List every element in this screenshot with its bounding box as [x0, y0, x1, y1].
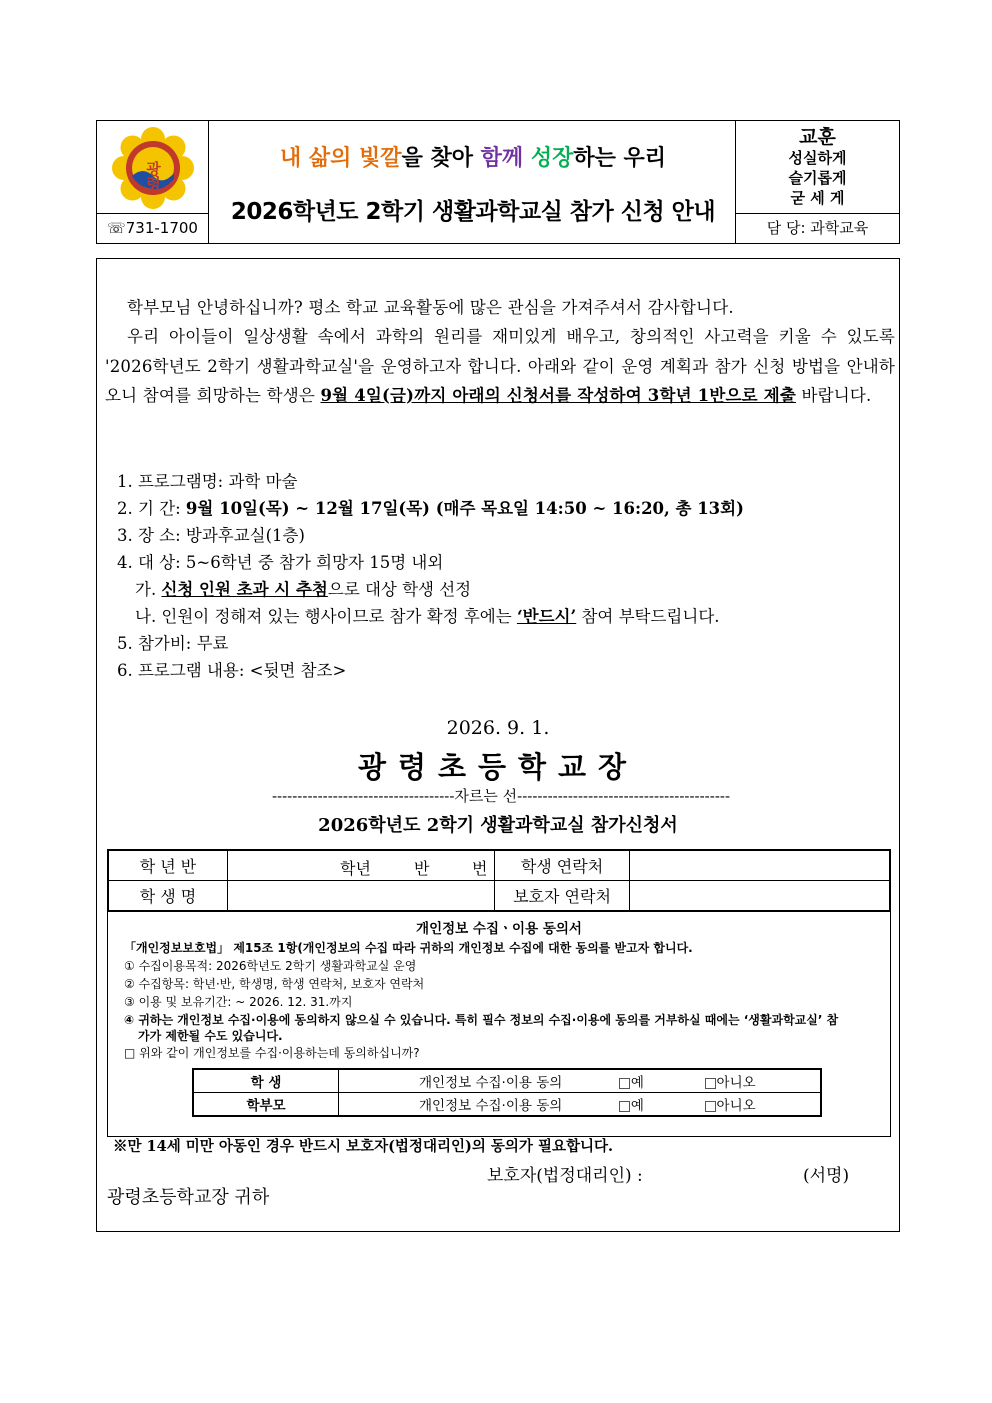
- note-a-suffix: 으로 대상 학생 선정: [327, 580, 472, 599]
- motto-heading: 교훈: [799, 126, 836, 148]
- consent-item: ② 수집항목: 학년·반, 학생명, 학생 연락처, 보호자 연락처: [124, 977, 425, 991]
- slogan-part: 하는 우리: [573, 146, 667, 171]
- motto-line: 슬기롭게: [788, 169, 847, 187]
- emblem-text: 광령: [144, 161, 162, 191]
- consent-item-cont: 가가 제한될 수도 있습니다.: [138, 1029, 283, 1043]
- agree-yes-label: 예: [630, 1075, 644, 1091]
- consent-item: ③ 이용 및 보유기간: ~ 2026. 12. 31.까지: [124, 995, 353, 1009]
- phone-number: ☏731-1700: [97, 213, 209, 243]
- school-motto: [735, 121, 899, 213]
- checkbox-icon: [619, 1078, 630, 1089]
- program-content: 6. 프로그램 내용: <뒷면 참조>: [117, 661, 347, 680]
- consent-title: 개인정보 수집ㆍ이용 동의서: [416, 921, 582, 937]
- program-note-a: [135, 576, 471, 603]
- agreement-item-label: 개인정보 수집·이용 동의: [419, 1075, 563, 1091]
- manager-info: 담 당: 과학교육: [735, 213, 899, 243]
- slogan-part: [523, 146, 531, 171]
- school-emblem-icon: [97, 121, 209, 213]
- note-a-emphasis: 신청 인원 초과 시 추첨: [161, 580, 328, 599]
- program-fee: 5. 참가비: 무료: [117, 634, 229, 653]
- document-header: [96, 120, 900, 244]
- agree-no-checkbox[interactable]: [705, 1075, 756, 1091]
- agreement-item: [339, 1069, 822, 1093]
- slogan-part: 성장: [530, 146, 574, 171]
- document-date: 2026. 9. 1.: [446, 717, 550, 739]
- grade-word: 학년: [340, 859, 371, 878]
- intro-text: 우리 아이들이 일상생활 속에서 과학의 원리를 재미있게 배우고, 창의적인 사고력을 키울 수 있도록 '2026학년도 2학기 생활과학교실'을 운영하고자 합니다. 아래와 같이 운영 계획과 참가 신청 방법을 안내하오니 참여를 희망하는 학생은: [105, 327, 895, 405]
- consent-item: ① 수집이용목적: 2026학년도 2학기 생활과학교실 운영: [124, 959, 417, 973]
- form-title: 2026학년도 2학기 생활과학교실 참가신청서: [318, 815, 678, 836]
- agree-yes-checkbox[interactable]: [619, 1075, 644, 1091]
- greeting-paragraph: 학부모님 안녕하십니까? 평소 학교 교육활동에 많은 관심을 가져주셔서 감사합니다.: [127, 298, 734, 317]
- note-b-suffix: 참여 부탁드립니다.: [576, 607, 720, 626]
- motto-line: 성실하게: [788, 149, 847, 167]
- form-table: [108, 850, 890, 911]
- agree-yes-checkbox[interactable]: [619, 1098, 644, 1114]
- program-period: [117, 495, 744, 522]
- agreement-who: 학 생: [193, 1069, 339, 1093]
- program-name: 1. 프로그램명: 과학 마술: [117, 472, 298, 491]
- student-contact-label: 학생 연락처: [495, 851, 630, 881]
- student-contact-field[interactable]: [630, 851, 890, 881]
- slogan-part: 함께: [480, 146, 524, 171]
- grade-class-label: 학 년 반: [109, 851, 228, 881]
- consent-question: □ 위와 같이 개인정보를 수집·이용하는데 동의하십니까?: [124, 1046, 420, 1060]
- student-name-field[interactable]: [228, 881, 495, 911]
- document-title: 2026학년도 2학기 생활과학교실 참가 신청 안내: [230, 199, 716, 225]
- consent-item: ④ 귀하는 개인정보 수집·이용에 동의하지 않으실 수 있습니다. 특히 필수 정보의 수집·이용에 동의를 거부하실 때에는 ‘생활과학교실’ 참: [124, 1013, 839, 1027]
- intro-end: 바랍니다.: [796, 386, 872, 405]
- agree-no-checkbox[interactable]: [705, 1098, 756, 1114]
- guardian-signature-label: 보호자(법정대리인) :: [487, 1166, 643, 1186]
- agreement-row: [193, 1069, 821, 1093]
- program-note-b: [135, 603, 720, 630]
- age-notice: ※만 14세 미만 아동인 경우 반드시 보호자(법정대리인)의 동의가 필요합니다.: [113, 1138, 614, 1155]
- consent-intro: 「개인정보보호법」 제15조 1항(개인정보의 수집 따라 귀하의 개인정보 수집에 대한 동의를 받고자 합니다.: [124, 941, 693, 955]
- privacy-consent: [108, 911, 890, 1136]
- logo-cell: [97, 121, 209, 213]
- principal-signature: 광령초등학교장: [357, 750, 639, 784]
- note-b-emphasis: ‘반드시’: [516, 607, 577, 626]
- slogan-part: 을 찾아: [401, 146, 481, 171]
- note-a-prefix: 가.: [135, 580, 162, 599]
- signature-field[interactable]: (서명): [803, 1166, 850, 1186]
- agree-yes-label: 예: [630, 1098, 644, 1114]
- class-word: 반: [414, 859, 430, 878]
- grade-class-field[interactable]: [228, 851, 495, 881]
- form-row: [109, 881, 890, 911]
- guardian-contact-field[interactable]: [630, 881, 890, 911]
- checkbox-icon: [705, 1078, 716, 1089]
- number-word: 번: [472, 859, 488, 878]
- student-name-label: 학 생 명: [109, 881, 228, 911]
- agreement-who: 학부모: [193, 1093, 339, 1117]
- motto-line: 굳 세 게: [790, 189, 845, 207]
- form-row: [109, 851, 890, 881]
- agree-no-label: 아니오: [716, 1075, 756, 1091]
- checkbox-icon: [619, 1101, 630, 1112]
- period-value: 9월 10일(목) ~ 12월 17일(목) (매주 목요일 14:50 ~ 16:20, 총 13회): [185, 499, 744, 518]
- program-place: 3. 장 소: 방과후교실(1층): [117, 526, 305, 545]
- addressee: 광령초등학교장 귀하: [107, 1187, 270, 1208]
- program-target: 4. 대 상: 5~6학년 중 참가 희망자 15명 내외: [117, 553, 444, 572]
- agreement-item: [339, 1093, 822, 1117]
- agreement-table: [192, 1068, 822, 1117]
- guardian-contact-label: 보호자 연락처: [495, 881, 630, 911]
- deadline-emphasis: 9월 4일(금)까지 아래의 신청서를 작성하여 3학년 1반으로 제출: [320, 386, 796, 405]
- school-slogan: [209, 141, 737, 172]
- agreement-row: [193, 1093, 821, 1117]
- period-label: 2. 기 간:: [117, 499, 186, 518]
- checkbox-icon: [705, 1101, 716, 1112]
- document-body: [96, 258, 900, 1232]
- slogan-part: 내 삶의 빛깔: [279, 146, 402, 171]
- application-form: [107, 849, 891, 1137]
- agreement-item-label: 개인정보 수집·이용 동의: [419, 1098, 563, 1114]
- agree-no-label: 아니오: [716, 1098, 756, 1114]
- intro-paragraph: [105, 322, 895, 411]
- cut-line: ------------------------------------자르는 선------------------------------------------: [271, 787, 731, 805]
- note-b-prefix: 나. 인원이 정해져 있는 행사이므로 참가 확정 후에는: [135, 607, 517, 626]
